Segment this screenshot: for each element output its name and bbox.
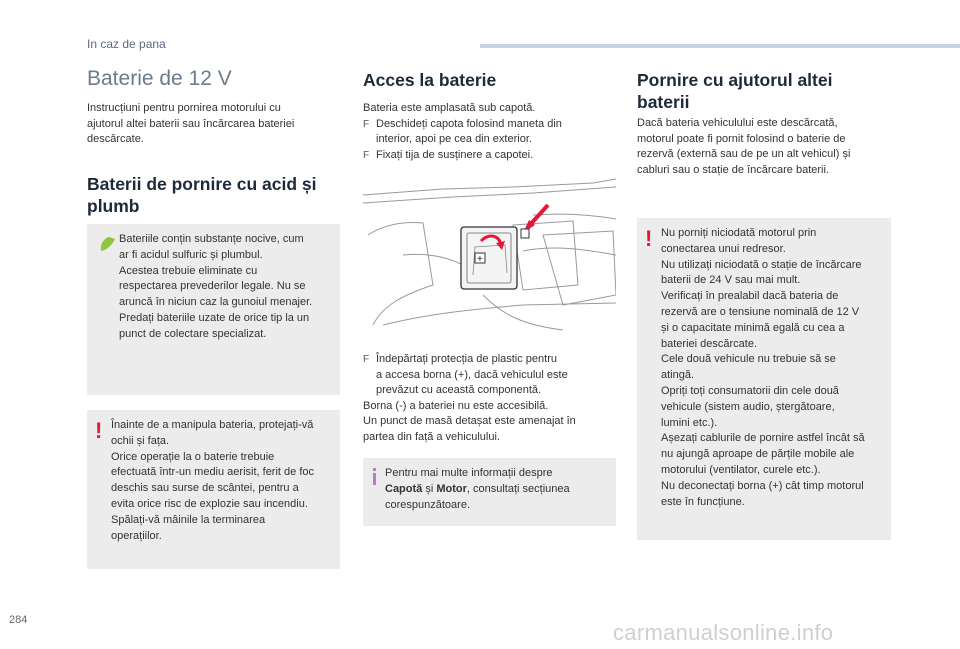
text-line: Așezați cablurile de pornire astfel încât să xyxy=(661,432,865,445)
text-line: Spălați-vă mâinile la terminarea xyxy=(111,513,266,526)
battery-illustration xyxy=(363,175,616,335)
info-text xyxy=(385,466,613,513)
text-line: punct de colectare specializat. xyxy=(119,327,267,340)
title-line: baterii xyxy=(637,92,690,112)
text-line: și o capacitate minimă egală cu cea a xyxy=(661,321,845,334)
text-line: Acestea trebuie eliminate cu xyxy=(119,264,258,277)
bullet-icon: F xyxy=(363,118,370,130)
bullet-text xyxy=(376,352,618,399)
col1-intro xyxy=(87,101,337,148)
warning-box-handling xyxy=(87,410,340,569)
text-line: Pentru mai multe informații despre xyxy=(385,467,553,479)
motor-link[interactable]: Motor xyxy=(436,482,467,495)
text-line: prevăzut cu această componentă. xyxy=(376,384,542,396)
text-line: bateriei descărcate. xyxy=(661,337,757,350)
info-box xyxy=(363,458,616,526)
text-line: evita orice risc de explozie sau incendiu. xyxy=(111,497,308,510)
text-line: partea din față a vehiculului. xyxy=(363,430,500,443)
text-line: rezervă are o tensiune nominală de 12 V xyxy=(661,305,860,318)
text-line: Nu deconectați borna (+) cât timp motorul xyxy=(661,479,864,492)
warning-icon: ! xyxy=(95,418,103,443)
info-icon xyxy=(373,468,376,485)
text-line: atingă. xyxy=(661,369,695,382)
text-line: Deschideți capota folosind maneta din xyxy=(376,117,562,130)
col2-text xyxy=(363,101,613,163)
warning-text xyxy=(661,226,891,510)
text-line: Bateriile conțin substanțe nocive, cum xyxy=(119,233,304,245)
text-line: Un punct de masă detașat este amenajat în xyxy=(363,415,576,427)
bullet-icon: F xyxy=(363,354,370,365)
bullet-text: Fixați tija de susținere a capotei. xyxy=(376,148,534,161)
warning-text xyxy=(111,418,339,544)
title-line: plumb xyxy=(87,196,140,216)
watermark: carmanualsonline.info xyxy=(613,620,834,645)
text-line: ar fi acidul sulfuric și plumbul. xyxy=(119,248,263,261)
text-line: operațiilor. xyxy=(111,529,162,542)
text-line: baterii de 24 V sau mai mult. xyxy=(661,274,801,287)
bullet-item xyxy=(363,352,618,399)
section-title-jump-start xyxy=(637,69,832,113)
text-line: rezervă (externă sau de pe un alt vehicul) și xyxy=(637,148,851,160)
section-title-battery-access: Acces la baterie xyxy=(363,70,497,90)
page-title: Baterie de 12 V xyxy=(87,67,232,90)
text-line: Dacă bateria vehiculului este descărcată, xyxy=(637,117,838,129)
text-line: este în funcțiune. xyxy=(661,495,745,508)
text-line: descărcate. xyxy=(87,133,144,145)
text-line: Cele două vehicule nu trebuie să se xyxy=(661,353,836,366)
text-line: Înainte de a manipula bateria, protejați-vă xyxy=(111,419,314,431)
text-line: a accesa borna (+), dacă vehiculul este xyxy=(376,368,568,381)
bullet-item xyxy=(363,148,613,164)
bullet-item xyxy=(363,117,613,148)
text-line: conectarea unui redresor. xyxy=(661,242,786,255)
col2-text-lower xyxy=(363,352,618,445)
text-line: Verificați în prealabil dacă bateria de xyxy=(661,290,839,303)
warning-box-jump-start xyxy=(637,218,891,540)
bullet-icon: F xyxy=(363,149,370,161)
text-line: Predați bateriile uzate de orice tip la un xyxy=(119,311,310,324)
text-line: respectarea prevederilor legale. Nu se xyxy=(119,280,306,293)
text-line xyxy=(385,482,613,498)
environment-note-text xyxy=(119,232,337,343)
text-line: Îndepărtați protecția de plastic pentru xyxy=(376,353,558,365)
capota-link[interactable]: Capotă xyxy=(385,482,423,495)
page-number: 284 xyxy=(9,614,28,626)
text-line: motorului (ventilator, curele etc.). xyxy=(661,463,821,476)
text-line: Opriți toți consumatorii din cele două xyxy=(661,384,839,397)
warning-icon: ! xyxy=(645,226,653,251)
text-line: ajutorul altei baterii sau încărcarea bateriei xyxy=(87,117,295,130)
text-line: efectuată într-un mediu aerisit, ferit de foc xyxy=(111,466,314,479)
text-line: ochii și fața. xyxy=(111,434,170,447)
environment-note-box xyxy=(87,224,340,395)
header-bar xyxy=(480,44,960,48)
text-line: Nu utilizați niciodată o stație de încărcare xyxy=(661,258,862,271)
plus-label: + xyxy=(477,254,483,265)
text-line: aruncă în niciun caz la gunoiul menajer. xyxy=(119,296,313,309)
text-line: Orice operație la o baterie trebuie xyxy=(111,450,275,463)
title-line: Pornire cu ajutorul altei xyxy=(637,70,833,90)
text-line: Borna (-) a bateriei nu este accesibilă. xyxy=(363,399,549,412)
recycle-leaf-icon xyxy=(99,236,117,254)
text-line: lumini etc.). xyxy=(661,416,718,429)
text-line: corespunzătoare. xyxy=(385,498,470,511)
text-line: Nu porniți niciodată motorul prin xyxy=(661,227,817,239)
col3-intro xyxy=(637,116,897,178)
text-line: motorul poate fi pornit folosind o baterie de xyxy=(637,132,846,145)
text-line: Instrucțiuni pentru pornirea motorului cu xyxy=(87,102,281,114)
text-fragment: și xyxy=(422,482,437,495)
title-line: Baterii de pornire cu acid și xyxy=(87,174,317,194)
text-line: nu ajungă aproape de părțile mobile ale xyxy=(661,448,855,461)
text-line: interior, apoi pe cea din exterior. xyxy=(376,133,532,145)
section-header: In caz de pana xyxy=(87,37,166,51)
bullet-text xyxy=(376,117,613,148)
text-line: deschis sau surse de scântei, pentru a xyxy=(111,482,299,495)
text-line: Bateria este amplasată sub capotă. xyxy=(363,102,536,114)
text-line: cabluri sau o stație de încărcare baterii. xyxy=(637,163,829,176)
section-title-lead-acid xyxy=(87,173,317,217)
text-fragment: , consultați secțiunea xyxy=(466,482,570,495)
text-line: vehicule (sistem audio, ștergătoare, xyxy=(661,400,835,413)
